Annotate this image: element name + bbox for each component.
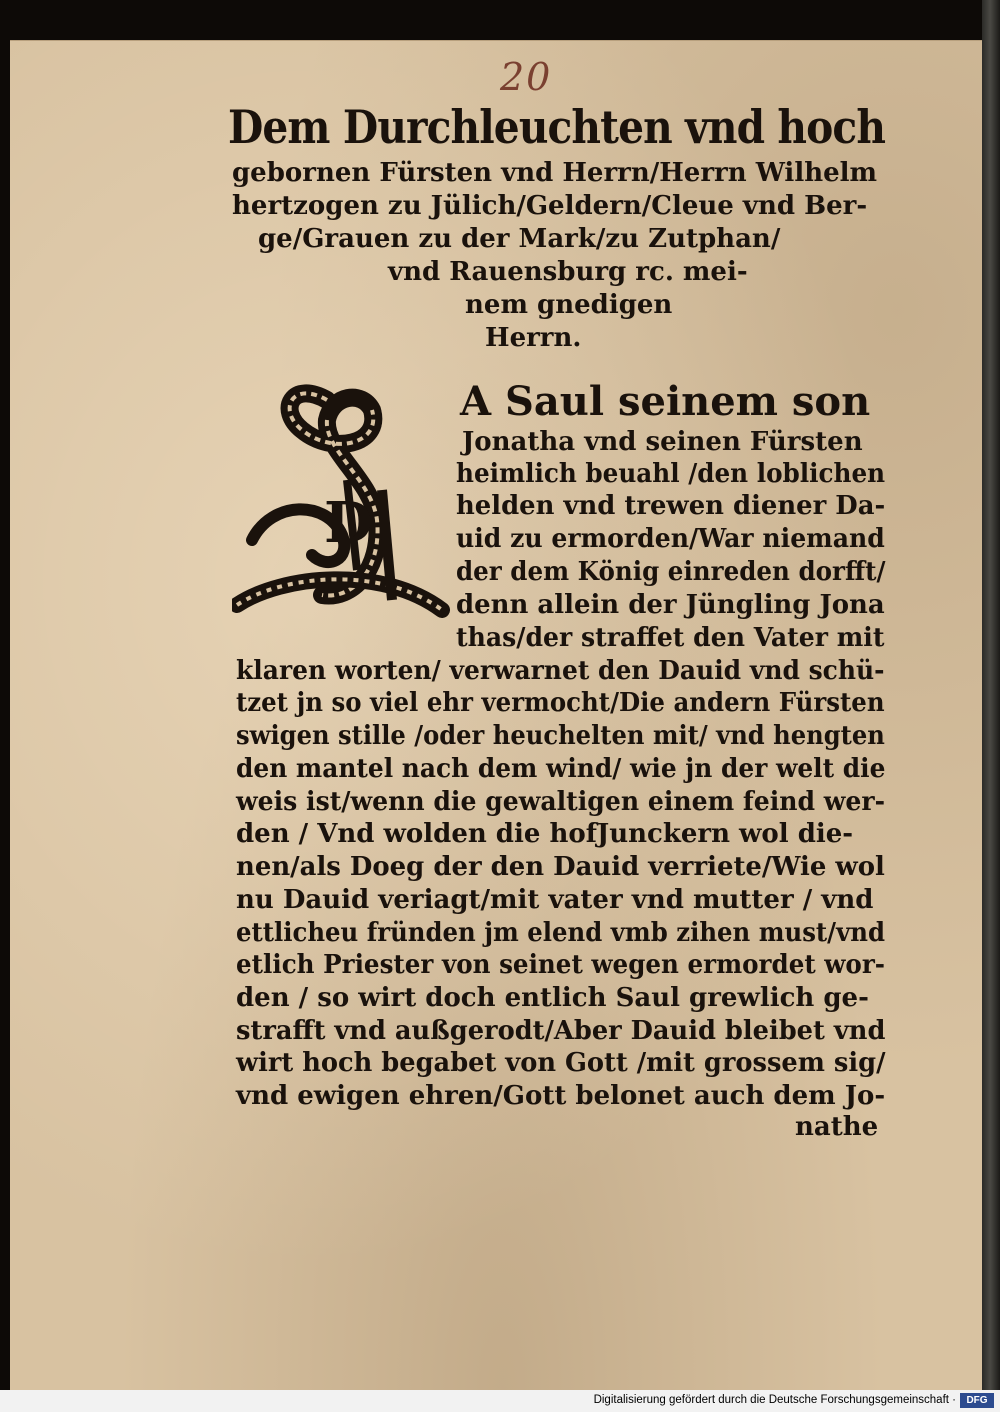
body-line-11: swigen stille /oder heuchelten mit/ vnd hengten (236, 721, 885, 751)
title-line-6: nem gnedigen (465, 290, 673, 320)
title-line-5: vnd Rauensburg rc. mei- (388, 257, 748, 287)
body-line-5: uid zu ermorden/War niemand (456, 524, 885, 554)
body-line-4: helden vnd trewen diener Da- (456, 491, 886, 521)
body-line-8: thas/der straffet den Vater mit (456, 623, 885, 653)
title-line-4: ge/Grauen zu der Mark/zu Zutphan/ (258, 224, 781, 254)
body-line-16: nu Dauid veriagt/mit vater vnd mutter / vnd (236, 885, 874, 915)
body-line-3: heimlich beuahl /den loblichen (456, 459, 886, 489)
folio-number: 20 (500, 55, 553, 99)
initial-glyph: D (324, 490, 373, 556)
body-line-15: nen/als Doeg der den Dauid verriete/Wie wol (236, 852, 885, 882)
body-line-7: denn allein der Jüngling Jona (456, 590, 885, 620)
body-line-19: den / so wirt doch entlich Saul grewlich ge- (236, 983, 869, 1013)
body-line-12: den mantel nach dem wind/ wie jn der welt die (236, 754, 886, 784)
title-line-7: Herrn. (485, 323, 582, 353)
body-line-17: ettlicheu fründen jm elend vmb zihen must/vnd (236, 918, 885, 948)
funding-notice: Digitalisierung gefördert durch die Deutsche Forschungsgemeinschaft · (593, 1394, 956, 1406)
title-line-1: Dem Durchleuchten vnd hoch (228, 100, 886, 154)
body-line-22: vnd ewigen ehren/Gott belonet auch dem Jo- (236, 1081, 886, 1111)
title-line-2: gebornen Fürsten vnd Herrn/Herrn Wilhelm (232, 158, 878, 188)
body-line-2: Jonatha vnd seinen Fürsten (462, 427, 863, 457)
decorated-initial-letter (232, 370, 450, 640)
body-line-18: etlich Priester von seinet wegen ermordet wor- (236, 950, 886, 980)
footer-bar (0, 1390, 1000, 1412)
body-line-9: klaren worten/ verwarnet den Dauid vnd schü- (236, 656, 885, 686)
body-line-6: der dem König einreden dorfft/ (456, 557, 886, 587)
body-line-20: strafft vnd außgerodt/Aber Dauid bleibet vnd (236, 1016, 886, 1046)
body-line-13: weis ist/wenn die gewaltigen einem feind wer- (236, 787, 886, 817)
catchword: nathe (795, 1112, 879, 1142)
title-line-3: hertzogen zu Jülich/Geldern/Cleue vnd Ber- (232, 191, 868, 221)
body-line-21: wirt hoch begabet von Gott /mit grossem sig/ (236, 1048, 886, 1078)
book-binding-edge (982, 0, 1000, 1390)
body-line-14: den / Vnd wolden die hofJunckern wol die- (236, 819, 854, 849)
dfg-logo: DFG (960, 1393, 994, 1408)
body-line-1: A Saul seinem son (460, 378, 871, 425)
body-line-10: tzet jn so viel ehr vermocht/Die andern Fürsten (236, 688, 885, 718)
